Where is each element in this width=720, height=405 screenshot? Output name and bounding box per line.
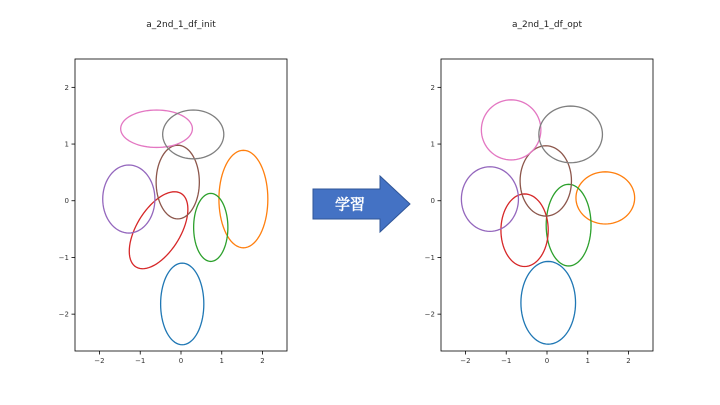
init-x-tick-label: 2 (260, 357, 265, 365)
init-ellipse-c2 (194, 193, 228, 261)
init-ellipse-c6 (121, 110, 193, 147)
init-y-tick-label: 0 (64, 197, 69, 206)
opt-ellipse-c7 (539, 106, 603, 163)
opt-x-tick-label: −1 (501, 357, 512, 365)
init-y-tick-label: −1 (58, 253, 69, 262)
opt-ellipse-c5 (520, 146, 571, 216)
opt-y-tick-label: 2 (430, 83, 435, 92)
init-y-tick-label: −2 (58, 310, 69, 319)
init-ellipse-c7 (163, 110, 224, 159)
init-axes-frame (75, 59, 287, 351)
init-y-tick-label: 1 (64, 140, 69, 149)
opt-x-tick-label: 2 (626, 357, 631, 365)
opt-ellipse-c6 (481, 100, 541, 160)
opt-y-tick-label: 1 (430, 140, 435, 149)
init-x-tick-label: 0 (178, 357, 184, 365)
init-ellipse-c5 (156, 145, 199, 219)
opt-y-tick-label: −1 (424, 253, 435, 262)
opt-y-tick-label: 0 (430, 197, 435, 206)
opt-plot-title: a_2nd_1_df_opt (511, 20, 583, 30)
init-ellipse-c4 (103, 165, 155, 233)
opt-axes-frame (441, 59, 653, 351)
opt-plot (425, 59, 653, 365)
init-x-tick-label: −2 (94, 357, 105, 365)
opt-x-tick-label: 1 (585, 357, 591, 365)
opt-y-tick-label: −2 (424, 310, 435, 319)
init-plot (59, 59, 287, 365)
opt-ellipse-c3 (501, 194, 548, 267)
init-x-tick-label: −1 (135, 357, 146, 365)
opt-ellipse-c4 (461, 167, 518, 232)
opt-ellipse-c0 (521, 261, 576, 344)
opt-x-tick-label: 0 (544, 357, 550, 365)
opt-x-tick-label: −2 (460, 357, 471, 365)
init-ellipse-c0 (161, 263, 204, 345)
init-x-tick-label: 1 (219, 357, 225, 365)
arrow-label: 学習 (334, 195, 366, 214)
init-y-tick-label: 2 (64, 83, 69, 92)
init-plot-title: a_2nd_1_df_init (146, 20, 216, 30)
learning-arrow (313, 176, 410, 232)
init-ellipse-c1 (219, 150, 268, 248)
